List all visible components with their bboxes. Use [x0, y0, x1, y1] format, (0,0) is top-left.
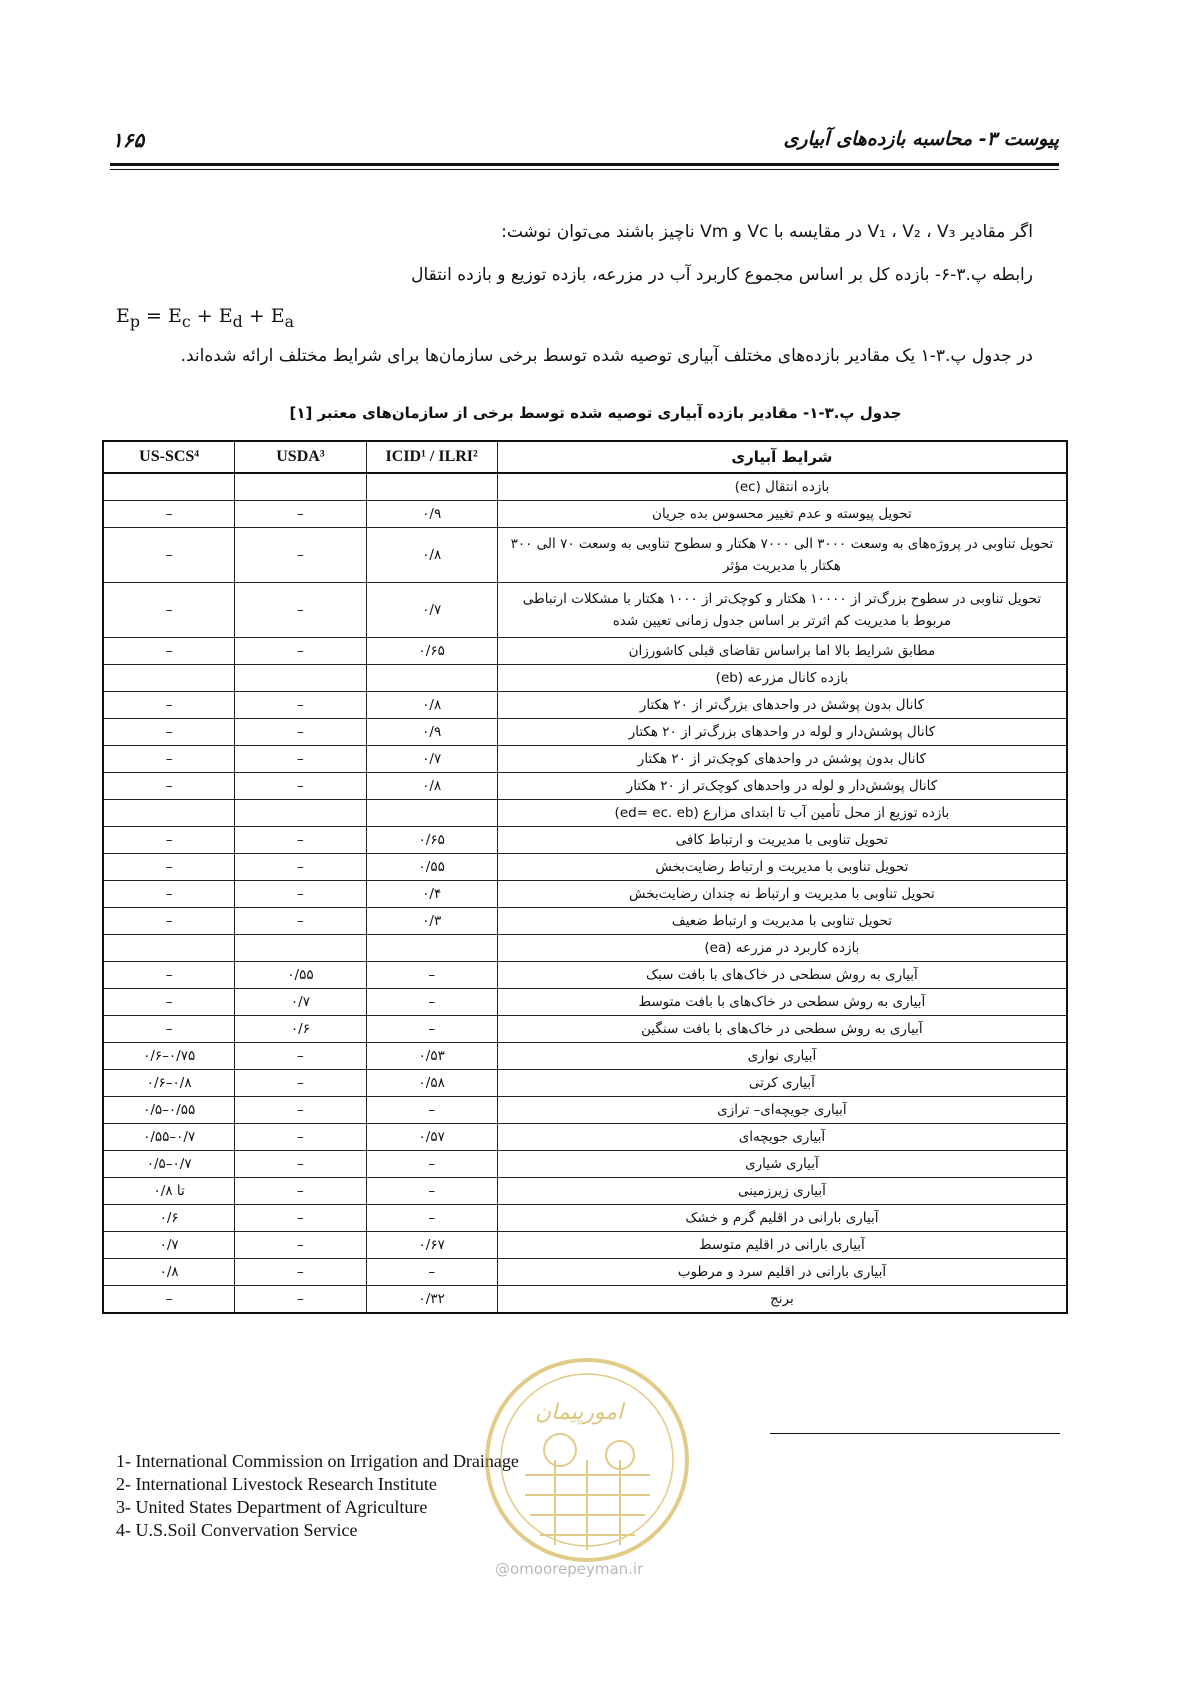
- cell-usscs: –: [103, 1286, 235, 1314]
- table-row: [103, 989, 1067, 1016]
- table-row: [103, 1232, 1067, 1259]
- cell-condition: آبیاری به روش سطحی در خاک‌های با بافت سبک: [497, 962, 1067, 989]
- header-rule: [110, 163, 1059, 170]
- cell-icid: [366, 473, 497, 501]
- cell-usscs: ۰/۶: [103, 1205, 235, 1232]
- cell-usda: –: [235, 908, 366, 935]
- table-row: [103, 719, 1067, 746]
- cell-condition: بازده توزیع از محل تأمین آب تا ابتدای مزارع (ed= ec. eb): [497, 800, 1067, 827]
- cell-icid: [366, 800, 497, 827]
- cell-icid: ۰/۷: [366, 746, 497, 773]
- paragraph-relation: رابطه پ.۳-۶- بازده کل بر اساس مجموع کاربرد آب در مزرعه، بازده توزیع و بازده انتقال: [411, 265, 1033, 285]
- cell-icid: ۰/۵۳: [366, 1043, 497, 1070]
- cell-usda: –: [235, 773, 366, 800]
- cell-condition: آبیاری نواری: [497, 1043, 1067, 1070]
- paragraph-variables: اگر مقادیر V₁ ، V₂ ، V₃ در مقایسه با Vc و Vm ناچیز باشند می‌توان نوشت:: [501, 222, 1033, 242]
- table-row: [103, 1286, 1067, 1314]
- cell-usscs: –: [103, 746, 235, 773]
- cell-usscs: –: [103, 583, 235, 638]
- header-usscs: US-SCS⁴: [103, 441, 235, 473]
- cell-usscs: [103, 935, 235, 962]
- cell-icid: ۰/۳۲: [366, 1286, 497, 1314]
- cell-usscs: ۰/۸–۰/۶: [103, 1070, 235, 1097]
- table-row: [103, 800, 1067, 827]
- table-row: [103, 962, 1067, 989]
- table-header-row: [103, 441, 1067, 473]
- cell-condition: آبیاری به روش سطحی در خاک‌های با بافت سنگین: [497, 1016, 1067, 1043]
- cell-usda: –: [235, 692, 366, 719]
- header-icid: ICID¹ / ILRI²: [366, 441, 497, 473]
- table-row: [103, 773, 1067, 800]
- cell-usda: –: [235, 1124, 366, 1151]
- table-row: [103, 583, 1067, 638]
- cell-usda: ۰/۵۵: [235, 962, 366, 989]
- cell-condition: آبیاری بارانی در اقلیم گرم و خشک: [497, 1205, 1067, 1232]
- table-row: [103, 501, 1067, 528]
- footnote-2: 2- International Livestock Research Institute: [116, 1474, 437, 1494]
- cell-usda: –: [235, 1043, 366, 1070]
- cell-usscs: [103, 473, 235, 501]
- cell-condition: آبیاری بارانی در اقلیم متوسط: [497, 1232, 1067, 1259]
- footnotes: [116, 1450, 519, 1542]
- table-row: [103, 1151, 1067, 1178]
- cell-icid: [366, 665, 497, 692]
- cell-icid: –: [366, 1205, 497, 1232]
- cell-condition: تحویل تناوبی با مدیریت و ارتباط ضعیف: [497, 908, 1067, 935]
- equation: $E_p = E_c + E_d + E_a$: [116, 305, 295, 331]
- cell-usscs: ۰/۷–۰/۵: [103, 1151, 235, 1178]
- cell-condition: آبیاری بارانی در اقلیم سرد و مرطوب: [497, 1259, 1067, 1286]
- watermark-logo-text: امورپیمان: [535, 1400, 624, 1425]
- cell-usscs: –: [103, 773, 235, 800]
- cell-icid: ۰/۵۸: [366, 1070, 497, 1097]
- table-row: [103, 746, 1067, 773]
- cell-usda: –: [235, 1178, 366, 1205]
- header-usda: USDA³: [235, 441, 366, 473]
- table-row: [103, 692, 1067, 719]
- cell-usscs: –: [103, 827, 235, 854]
- cell-condition: بازده انتقال (ec): [497, 473, 1067, 501]
- cell-icid: [366, 935, 497, 962]
- table-caption: جدول پ.۳-۱- مقادیر بازده آبیاری توصیه شده توسط برخی از سازمان‌های معتبر [۱]: [289, 404, 902, 422]
- table-row: [103, 827, 1067, 854]
- cell-condition: بازده کاربرد در مزرعه (ea): [497, 935, 1067, 962]
- table-row: [103, 1097, 1067, 1124]
- cell-usscs: –: [103, 881, 235, 908]
- footnote-1: 1- International Commission on Irrigation and Drainage: [116, 1451, 519, 1471]
- cell-condition: آبیاری جویچه‌ای– ترازی: [497, 1097, 1067, 1124]
- cell-usda: ۰/۷: [235, 989, 366, 1016]
- header-condition: شرایط آبیاری: [497, 441, 1067, 473]
- cell-usscs: –: [103, 528, 235, 583]
- cell-icid: ۰/۴: [366, 881, 497, 908]
- table-row: [103, 854, 1067, 881]
- page-number: ۱۶۵: [112, 128, 145, 152]
- table-row: [103, 665, 1067, 692]
- watermark-site: @omoorepeyman.ir: [495, 1560, 644, 1578]
- cell-usda: [235, 665, 366, 692]
- cell-usda: –: [235, 1097, 366, 1124]
- cell-usda: –: [235, 1232, 366, 1259]
- cell-icid: ۰/۷: [366, 583, 497, 638]
- cell-usscs: –: [103, 962, 235, 989]
- footnote-3: 3- United States Department of Agriculture: [116, 1497, 428, 1517]
- cell-usscs: –: [103, 719, 235, 746]
- cell-usda: [235, 935, 366, 962]
- cell-usscs: –: [103, 854, 235, 881]
- cell-usda: –: [235, 719, 366, 746]
- cell-usda: –: [235, 528, 366, 583]
- cell-condition: تحویل تناوبی با مدیریت و ارتباط رضایت‌بخش: [497, 854, 1067, 881]
- footnote-rule: [770, 1433, 1060, 1434]
- table-row: [103, 881, 1067, 908]
- cell-usda: ۰/۶: [235, 1016, 366, 1043]
- cell-condition: تحویل تناوبی با مدیریت و ارتباط کافی: [497, 827, 1067, 854]
- cell-usscs: –: [103, 692, 235, 719]
- cell-condition: آبیاری زیرزمینی: [497, 1178, 1067, 1205]
- cell-icid: ۰/۵۵: [366, 854, 497, 881]
- cell-icid: ۰/۸: [366, 692, 497, 719]
- cell-usscs: ۰/۷: [103, 1232, 235, 1259]
- cell-usscs: ۰/۵۵–۰/۵: [103, 1097, 235, 1124]
- cell-condition: مطابق شرایط بالا اما براساس تقاضای قبلی کاشورزان: [497, 638, 1067, 665]
- efficiency-table: [102, 440, 1068, 1314]
- footnote-4: 4- U.S.Soil Convervation Service: [116, 1520, 358, 1540]
- cell-condition: بازده کانال مزرعه (eb): [497, 665, 1067, 692]
- cell-icid: ۰/۶۷: [366, 1232, 497, 1259]
- cell-icid: ۰/۶۵: [366, 638, 497, 665]
- cell-icid: –: [366, 1016, 497, 1043]
- table-row: [103, 1124, 1067, 1151]
- cell-icid: –: [366, 989, 497, 1016]
- cell-usda: –: [235, 827, 366, 854]
- cell-condition: آبیاری به روش سطحی در خاک‌های با بافت متوسط: [497, 989, 1067, 1016]
- cell-usscs: ۰/۸: [103, 1259, 235, 1286]
- cell-usscs: –: [103, 989, 235, 1016]
- table-row: [103, 1016, 1067, 1043]
- cell-usda: –: [235, 881, 366, 908]
- cell-usscs: –: [103, 638, 235, 665]
- cell-usda: –: [235, 583, 366, 638]
- cell-condition: برنج: [497, 1286, 1067, 1314]
- cell-condition: تحویل پیوسته و عدم تغییر محسوس بده جریان: [497, 501, 1067, 528]
- table-row: [103, 1043, 1067, 1070]
- cell-usda: –: [235, 1070, 366, 1097]
- cell-icid: ۰/۸: [366, 773, 497, 800]
- paragraph-table-intro: در جدول پ.۳-۱ یک مقادیر بازده‌های مختلف آبیاری توصیه شده توسط برخی سازمان‌ها برای شرایط مختلف ارائه شده‌اند.: [180, 346, 1033, 366]
- cell-icid: ۰/۹: [366, 719, 497, 746]
- table-row: [103, 1178, 1067, 1205]
- cell-condition: کانال بدون پوشش در واحدهای کوچک‌تر از ۲۰ هکتار: [497, 746, 1067, 773]
- table-row: [103, 1070, 1067, 1097]
- cell-usscs: [103, 665, 235, 692]
- cell-condition: آبیاری کرتی: [497, 1070, 1067, 1097]
- cell-usda: [235, 473, 366, 501]
- table-row: [103, 528, 1067, 583]
- cell-usscs: –: [103, 908, 235, 935]
- cell-usda: –: [235, 854, 366, 881]
- cell-icid: –: [366, 1178, 497, 1205]
- cell-condition: کانال پوشش‌دار و لوله در واحدهای کوچک‌تر از ۲۰ هکتار: [497, 773, 1067, 800]
- cell-icid: ۰/۶۵: [366, 827, 497, 854]
- cell-usda: –: [235, 1286, 366, 1314]
- table-body: [103, 473, 1067, 1313]
- watermark-logo: [480, 1345, 695, 1575]
- cell-usda: –: [235, 746, 366, 773]
- cell-icid: ۰/۵۷: [366, 1124, 497, 1151]
- cell-usda: –: [235, 1205, 366, 1232]
- cell-condition: آبیاری شیاری: [497, 1151, 1067, 1178]
- cell-usscs: تا ۰/۸: [103, 1178, 235, 1205]
- cell-icid: –: [366, 1097, 497, 1124]
- table-row: [103, 935, 1067, 962]
- table-row: [103, 1259, 1067, 1286]
- cell-condition: تحویل تناوبی در سطوح بزرگ‌تر از ۱۰۰۰۰ هکتار و کوچک‌تر از ۱۰۰۰ هکتار با مشکلات ارتباطی مربوط با مدیریت کم اثرتر بر اساس جدول زمانی تعیین شده: [497, 583, 1067, 638]
- table-row: [103, 473, 1067, 501]
- cell-condition: کانال پوشش‌دار و لوله در واحدهای بزرگ‌تر از ۲۰ هکتار: [497, 719, 1067, 746]
- cell-usda: [235, 800, 366, 827]
- table-row: [103, 638, 1067, 665]
- cell-usda: –: [235, 501, 366, 528]
- cell-icid: ۰/۹: [366, 501, 497, 528]
- cell-usda: –: [235, 1151, 366, 1178]
- cell-condition: تحویل تناوبی در پروژه‌های به وسعت ۳۰۰۰ الی ۷۰۰۰ هکتار و سطوح تناوبی به وسعت ۷۰ الی ۳۰۰ هکتار با مدیریت مؤثر: [497, 528, 1067, 583]
- page-header-title: پیوست ۳- محاسبه بازده‌های آبیاری: [783, 128, 1059, 150]
- cell-condition: تحویل تناوبی با مدیریت و ارتباط نه چندان رضایت‌بخش: [497, 881, 1067, 908]
- cell-icid: ۰/۸: [366, 528, 497, 583]
- cell-usscs: ۰/۷۵–۰/۶: [103, 1043, 235, 1070]
- cell-usda: –: [235, 638, 366, 665]
- cell-usda: –: [235, 1259, 366, 1286]
- cell-usscs: –: [103, 501, 235, 528]
- table-row: [103, 908, 1067, 935]
- cell-usscs: ۰/۷–۰/۵۵: [103, 1124, 235, 1151]
- cell-icid: ۰/۳: [366, 908, 497, 935]
- cell-usscs: [103, 800, 235, 827]
- cell-icid: –: [366, 1259, 497, 1286]
- cell-icid: –: [366, 962, 497, 989]
- cell-icid: –: [366, 1151, 497, 1178]
- cell-usscs: –: [103, 1016, 235, 1043]
- cell-condition: آبیاری جویچه‌ای: [497, 1124, 1067, 1151]
- cell-condition: کانال بدون پوشش در واحدهای بزرگ‌تر از ۲۰ هکتار: [497, 692, 1067, 719]
- table-row: [103, 1205, 1067, 1232]
